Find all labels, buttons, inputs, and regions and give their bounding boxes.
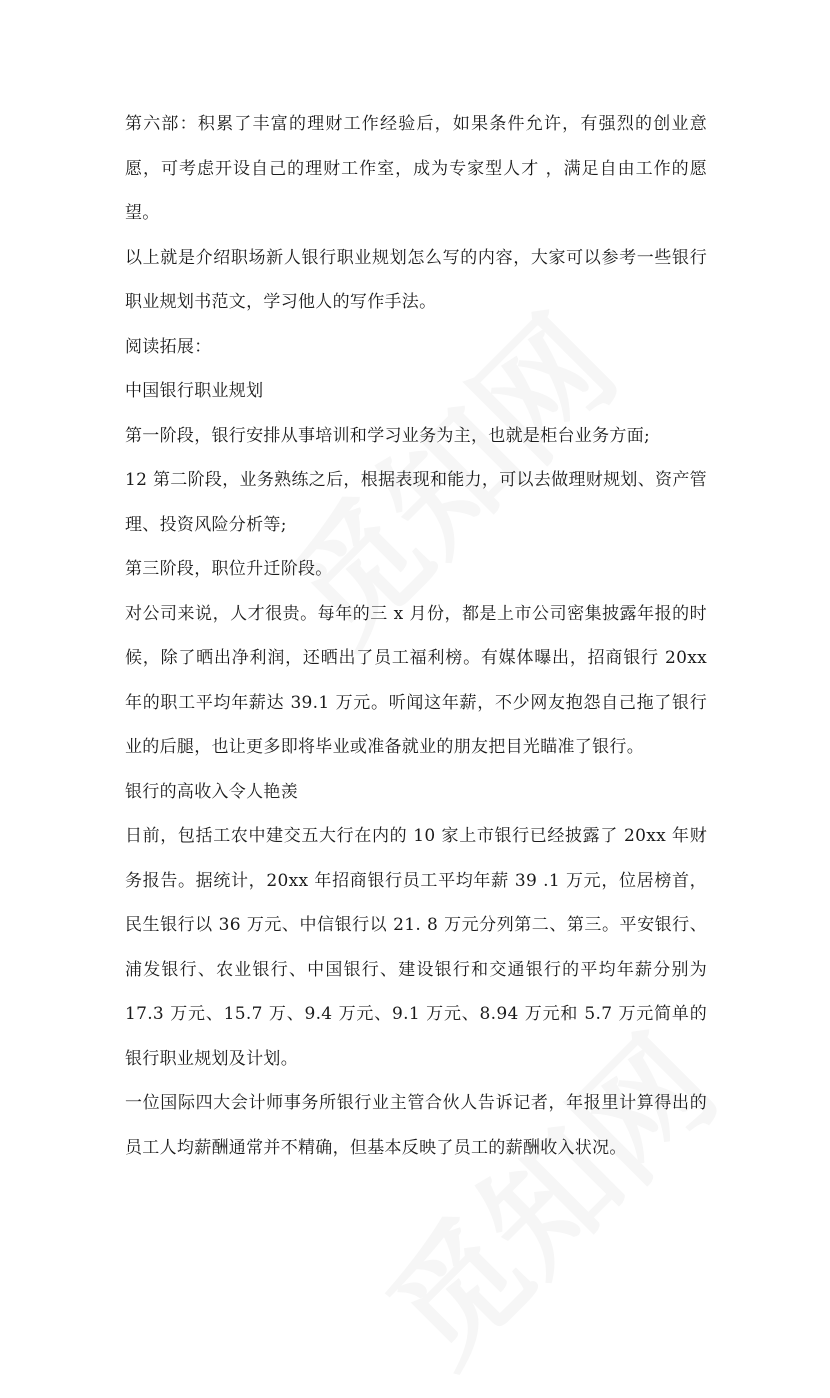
paragraph: 第三阶段，职位升迁阶段。	[125, 559, 333, 579]
section-heading: 中国银行职业规划	[125, 381, 264, 401]
paragraph: 日前，包括工农中建交五大行在内的 10 家上市银行已经披露了 20xx 年财务报告。据统计，20xx 年招商银行员工平均年薪 39 .1 万元，位居榜首，民生银行以 36 万元、中信银行以 21. 8 万元分列第二、第三。平安银行、浦发银行、农业银行、中国银行、建设银行和交通银行的平均年薪分别为 17.3 万元、15.7 万、9.4 万元、9.1 万元、8.94 万元和 5.7 万元简单的银行职业规划及计划。	[125, 826, 707, 1069]
document-body	[125, 102, 707, 1170]
paragraph: 12 第二阶段，业务熟练之后，根据表现和能力，可以去做理财规划、资产管理、投资风险分析等;	[125, 470, 707, 535]
paragraph: 第一阶段，银行安排从事培训和学习业务为主，也就是柜台业务方面;	[125, 425, 651, 446]
paragraph: 以上就是介绍职场新人银行职业规划怎么写的内容，大家可以参考一些银行职业规划书范文，学习他人的写作手法。	[125, 247, 707, 312]
section-heading: 银行的高收入令人艳羡	[125, 781, 298, 802]
paragraph: 第六部：积累了丰富的理财工作经验后，如果条件允许，有强烈的创业意愿，可考虑开设自己的理财工作室，成为专家型人才 ，满足自由工作的愿望。	[125, 114, 707, 223]
paragraph: 一位国际四大会计师事务所银行业主管合伙人告诉记者，年报里计算得出的员工人均薪酬通常并不精确，但基本反映了员工的薪酬收入状况。	[125, 1093, 707, 1158]
section-heading: 阅读拓展：	[125, 336, 212, 357]
paragraph: 对公司来说，人才很贵。每年的三 x 月份，都是上市公司密集披露年报的时候，除了晒出净利润，还晒出了员工福利榜。有媒体曝出，招商银行 20xx 年的职工平均年薪达 39.1 万元。听闻这年薪，不少网友抱怨自己拖了银行业的后腿，也让更多即将毕业或准备就业的朋友把目光瞄准了银行。	[125, 603, 707, 757]
